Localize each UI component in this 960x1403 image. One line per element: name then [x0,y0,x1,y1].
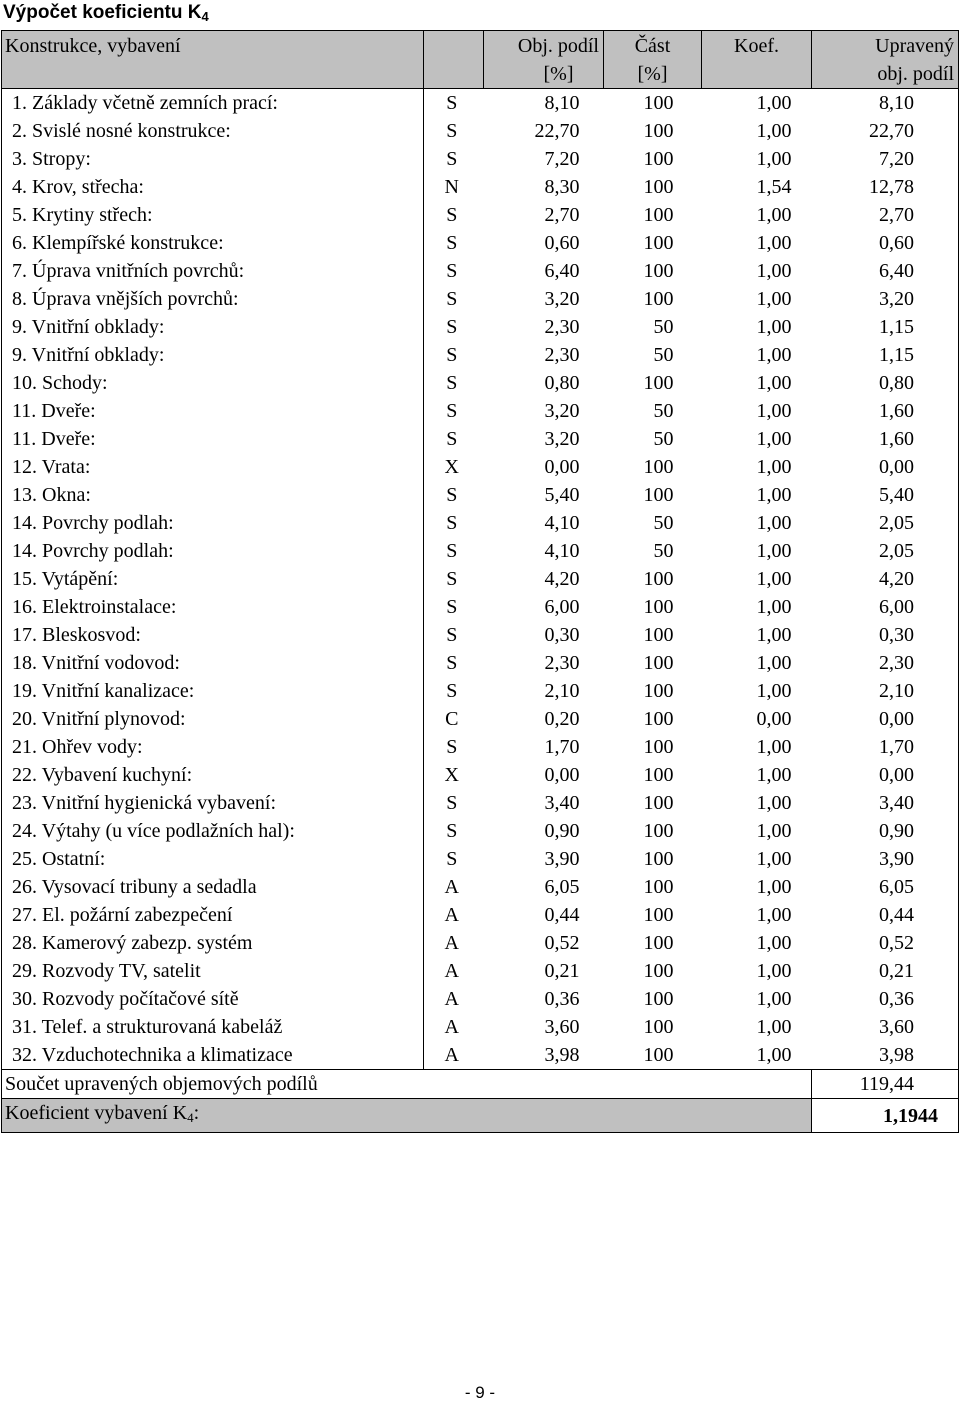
cell-koef: 1,00 [756,736,792,758]
cell-upr: 22,70 [812,117,959,145]
cell-obj: 0,52 [544,932,580,954]
cell-obj: 22,70 [534,120,580,142]
cell-cast: 100 [643,176,674,198]
cell-upr: 12,78 [812,173,959,201]
cell-koef: 1,00 [756,792,792,814]
table-row [2,621,959,649]
cell-cast: 100 [643,960,674,982]
cell-typ: S [424,509,484,537]
cell-cast: 50 [653,316,674,338]
cell-obj: 8,10 [484,89,604,118]
cell-obj: 1,70 [544,736,580,758]
cell-typ: S [424,201,484,229]
cell-typ: S [424,789,484,817]
cell-upr: 0,44 [812,901,959,929]
cell-obj: 0,60 [544,232,580,254]
table-row [2,313,959,341]
cell-cast: 100 [643,372,674,394]
cell-obj: 0,80 [544,372,580,394]
cell-cast: 100 [643,764,674,786]
cell-obj: 2,30 [544,652,580,674]
cell-obj: 0,21 [544,960,580,982]
table-row [2,789,959,817]
cell-typ: A [424,1013,484,1041]
cell-typ: A [424,957,484,985]
cell-obj: 0,36 [544,988,580,1010]
cell-name: 3. Stropy: [2,145,424,173]
cell-name: 24. Výtahy (u více podlažních hal): [2,817,424,845]
cell-koef: 1,00 [702,89,812,118]
cell-koef: 1,00 [756,344,792,366]
cell-upr: 2,05 [812,509,959,537]
cell-typ: C [424,705,484,733]
cell-typ: A [424,873,484,901]
cell-typ: S [424,89,484,118]
table-row [2,649,959,677]
table-row [2,397,959,425]
coefficient-value: 1,1944 [812,1099,959,1133]
coefficient-row [2,1099,959,1133]
cell-cast: 100 [643,904,674,926]
total-label: Součet upravených objemových podílů [2,1070,812,1099]
cell-upr: 2,30 [812,649,959,677]
cell-upr: 2,10 [812,677,959,705]
cell-typ: S [424,285,484,313]
title-subscript: 4 [201,9,209,24]
cell-obj: 6,40 [544,260,580,282]
cell-upr: 3,40 [812,789,959,817]
cell-typ: S [424,677,484,705]
cell-typ: S [424,565,484,593]
table-row [2,341,959,369]
cell-cast: 50 [653,428,674,450]
cell-obj: 2,70 [544,204,580,226]
cell-typ: X [424,761,484,789]
cell-cast: 100 [643,204,674,226]
cell-koef: 1,00 [756,148,792,170]
cell-typ: S [424,733,484,761]
cell-upr: 1,60 [812,425,959,453]
table-row [2,929,959,957]
table-row [2,481,959,509]
cell-upr: 2,05 [812,537,959,565]
cell-koef: 1,00 [756,820,792,842]
cell-upr: 0,60 [812,229,959,257]
table-row [2,901,959,929]
table-row [2,89,959,118]
cell-upr: 0,30 [812,621,959,649]
cell-upr: 1,15 [812,313,959,341]
cell-obj: 6,05 [544,876,580,898]
table-body [2,89,959,1070]
cell-cast: 100 [643,988,674,1010]
cell-cast: 100 [643,1016,674,1038]
cell-cast: 100 [643,232,674,254]
table-row [2,369,959,397]
table-row [2,565,959,593]
cell-name: 1. Základy včetně zemních prací: [2,89,424,118]
table-row [2,537,959,565]
cell-name: 9. Vnitřní obklady: [2,313,424,341]
cell-typ: S [424,229,484,257]
cell-name: 12. Vrata: [2,453,424,481]
cell-name: 6. Klempířské konstrukce: [2,229,424,257]
cell-typ: S [424,341,484,369]
cell-obj: 5,40 [544,484,580,506]
table-row [2,677,959,705]
table-row [2,761,959,789]
cell-koef: 1,00 [756,764,792,786]
cell-koef: 1,00 [756,400,792,422]
cell-cast: 100 [643,708,674,730]
table-row [2,425,959,453]
cell-cast: 50 [653,400,674,422]
cell-name: 27. El. požární zabezpečení [2,901,424,929]
coefficient-label: Koeficient vybavení K4: [2,1099,812,1133]
cell-upr: 0,80 [812,369,959,397]
cell-obj: 3,60 [544,1016,580,1038]
table-row [2,957,959,985]
cell-obj: 8,30 [544,176,580,198]
cell-upr: 3,98 [812,1041,959,1070]
cell-cast: 100 [643,148,674,170]
cell-cast: 100 [604,89,702,118]
cell-typ: S [424,397,484,425]
cell-upr: 0,00 [812,705,959,733]
cell-koef: 1,00 [756,484,792,506]
cell-cast: 50 [653,540,674,562]
cell-name: 13. Okna: [2,481,424,509]
cell-name: 8. Úprava vnějších povrchů: [2,285,424,313]
cell-name: 20. Vnitřní plynovod: [2,705,424,733]
cell-upr: 1,60 [812,397,959,425]
cell-upr: 0,36 [812,985,959,1013]
cell-typ: A [424,1041,484,1070]
cell-obj: 7,20 [544,148,580,170]
cell-upr: 3,60 [812,1013,959,1041]
cell-upr: 6,05 [812,873,959,901]
header-obj-share: Obj. podíl [%] [484,31,604,89]
page-number: - 9 - [464,1383,496,1402]
cell-name: 23. Vnitřní hygienická vybavení: [2,789,424,817]
cell-cast: 100 [643,456,674,478]
header-construction: Konstrukce, vybavení [2,31,424,89]
cell-name: 25. Ostatní: [2,845,424,873]
cell-obj: 0,20 [544,708,580,730]
cell-upr: 8,10 [812,89,959,118]
cell-name: 22. Vybavení kuchyní: [2,761,424,789]
cell-koef: 1,00 [756,652,792,674]
coefficient-table [1,30,959,1133]
cell-koef: 1,00 [756,568,792,590]
cell-cast: 100 [643,680,674,702]
cell-typ: S [424,817,484,845]
table-row [2,285,959,313]
cell-typ: A [424,985,484,1013]
cell-koef: 1,00 [756,540,792,562]
cell-typ: S [424,369,484,397]
cell-cast: 100 [643,596,674,618]
cell-upr: 5,40 [812,481,959,509]
cell-cast: 50 [653,344,674,366]
cell-name: 4. Krov, střecha: [2,173,424,201]
cell-koef: 1,00 [702,1041,812,1070]
cell-obj: 4,10 [544,512,580,534]
cell-name: 11. Dveře: [2,425,424,453]
cell-name: 17. Bleskosvod: [2,621,424,649]
cell-obj: 3,98 [484,1041,604,1070]
cell-upr: 0,52 [812,929,959,957]
cell-name: 18. Vnitřní vodovod: [2,649,424,677]
table-header-row [2,31,959,89]
cell-obj: 4,10 [544,540,580,562]
cell-typ: S [424,145,484,173]
cell-koef: 1,00 [756,204,792,226]
table-row [2,705,959,733]
cell-upr: 1,70 [812,733,959,761]
cell-typ: S [424,845,484,873]
cell-typ: A [424,901,484,929]
table-row [2,733,959,761]
cell-cast: 100 [643,932,674,954]
cell-koef: 1,00 [756,904,792,926]
cell-cast: 100 [643,624,674,646]
table-row [2,145,959,173]
table-row [2,873,959,901]
cell-cast: 100 [643,848,674,870]
cell-upr: 2,70 [812,201,959,229]
cell-obj: 0,00 [544,764,580,786]
total-row [2,1070,959,1099]
cell-name: 15. Vytápění: [2,565,424,593]
cell-typ: S [424,425,484,453]
table-row [2,173,959,201]
table-row [2,229,959,257]
table-row [2,257,959,285]
cell-upr: 0,00 [812,453,959,481]
cell-typ: N [424,173,484,201]
cell-koef: 1,00 [756,960,792,982]
cell-obj: 3,20 [544,288,580,310]
cell-name: 19. Vnitřní kanalizace: [2,677,424,705]
cell-koef: 1,54 [756,176,792,198]
header-part: Část [%] [604,31,702,89]
cell-koef: 1,00 [756,428,792,450]
cell-name: 10. Schody: [2,369,424,397]
cell-koef: 1,00 [756,596,792,618]
cell-name: 28. Kamerový zabezp. systém [2,929,424,957]
table-row [2,1041,959,1070]
cell-typ: S [424,621,484,649]
cell-koef: 1,00 [756,988,792,1010]
table-row [2,845,959,873]
table-row [2,1013,959,1041]
cell-name: 26. Vysovací tribuny a sedadla [2,873,424,901]
cell-upr: 3,90 [812,845,959,873]
cell-typ: S [424,257,484,285]
cell-cast: 100 [643,484,674,506]
cell-cast: 100 [643,736,674,758]
cell-upr: 1,15 [812,341,959,369]
cell-name: 5. Krytiny střech: [2,201,424,229]
cell-koef: 1,00 [756,512,792,534]
cell-obj: 2,10 [544,680,580,702]
cell-upr: 6,40 [812,257,959,285]
cell-obj: 0,00 [544,456,580,478]
cell-name: 14. Povrchy podlah: [2,509,424,537]
cell-obj: 4,20 [544,568,580,590]
cell-name: 29. Rozvody TV, satelit [2,957,424,985]
cell-obj: 3,90 [544,848,580,870]
cell-koef: 1,00 [756,1016,792,1038]
cell-name: 7. Úprava vnitřních povrchů: [2,257,424,285]
cell-koef: 1,00 [756,848,792,870]
cell-upr: 7,20 [812,145,959,173]
cell-obj: 0,90 [544,820,580,842]
cell-cast: 100 [643,568,674,590]
table-row [2,453,959,481]
cell-obj: 2,30 [544,316,580,338]
cell-cast: 100 [604,1041,702,1070]
table-row [2,817,959,845]
cell-name: 30. Rozvody počítačové sítě [2,985,424,1013]
cell-cast: 100 [643,120,674,142]
header-coef: Koef. [702,31,812,89]
cell-cast: 100 [643,652,674,674]
cell-koef: 1,00 [756,680,792,702]
table-row [2,117,959,145]
cell-obj: 0,44 [544,904,580,926]
cell-obj: 3,20 [544,428,580,450]
cell-cast: 100 [643,792,674,814]
cell-koef: 1,00 [756,232,792,254]
cell-koef: 1,00 [756,288,792,310]
cell-name: 9. Vnitřní obklady: [2,341,424,369]
page-title: Výpočet koeficientu $K_4$ [3,2,209,24]
header-type [424,31,484,89]
table-row [2,201,959,229]
cell-typ: S [424,117,484,145]
cell-name: 16. Elektroinstalace: [2,593,424,621]
cell-koef: 1,00 [756,456,792,478]
cell-cast: 100 [643,288,674,310]
cell-typ: X [424,453,484,481]
cell-typ: S [424,537,484,565]
cell-koef: 1,00 [756,260,792,282]
cell-typ: A [424,929,484,957]
cell-name: 11. Dveře: [2,397,424,425]
cell-koef: 1,00 [756,316,792,338]
cell-obj: 2,30 [544,344,580,366]
cell-koef: 1,00 [756,876,792,898]
cell-upr: 3,20 [812,285,959,313]
cell-typ: S [424,593,484,621]
cell-upr: 6,00 [812,593,959,621]
cell-name: 21. Ohřev vody: [2,733,424,761]
cell-cast: 100 [643,820,674,842]
cell-koef: 0,00 [756,708,792,730]
cell-upr: 0,90 [812,817,959,845]
cell-koef: 1,00 [756,120,792,142]
table-row [2,593,959,621]
cell-koef: 1,00 [756,932,792,954]
cell-name: 31. Telef. a strukturovaná kabeláž [2,1013,424,1041]
cell-cast: 50 [653,512,674,534]
cell-upr: 4,20 [812,565,959,593]
cell-name: 2. Svislé nosné konstrukce: [2,117,424,145]
cell-obj: 6,00 [544,596,580,618]
cell-cast: 100 [643,260,674,282]
cell-koef: 1,00 [756,624,792,646]
cell-obj: 3,40 [544,792,580,814]
cell-upr: 0,21 [812,957,959,985]
cell-name: 32. Vzduchotechnika a klimatizace [2,1041,424,1070]
cell-koef: 1,00 [756,372,792,394]
cell-obj: 3,20 [544,400,580,422]
table-row [2,509,959,537]
table-row [2,985,959,1013]
cell-upr: 0,00 [812,761,959,789]
cell-name: 14. Povrchy podlah: [2,537,424,565]
header-adjusted-share: Upravený obj. podíl [812,31,959,89]
cell-typ: S [424,481,484,509]
total-value: 119,44 [812,1070,959,1099]
cell-obj: 0,30 [544,624,580,646]
cell-typ: S [424,313,484,341]
cell-cast: 100 [643,876,674,898]
cell-typ: S [424,649,484,677]
